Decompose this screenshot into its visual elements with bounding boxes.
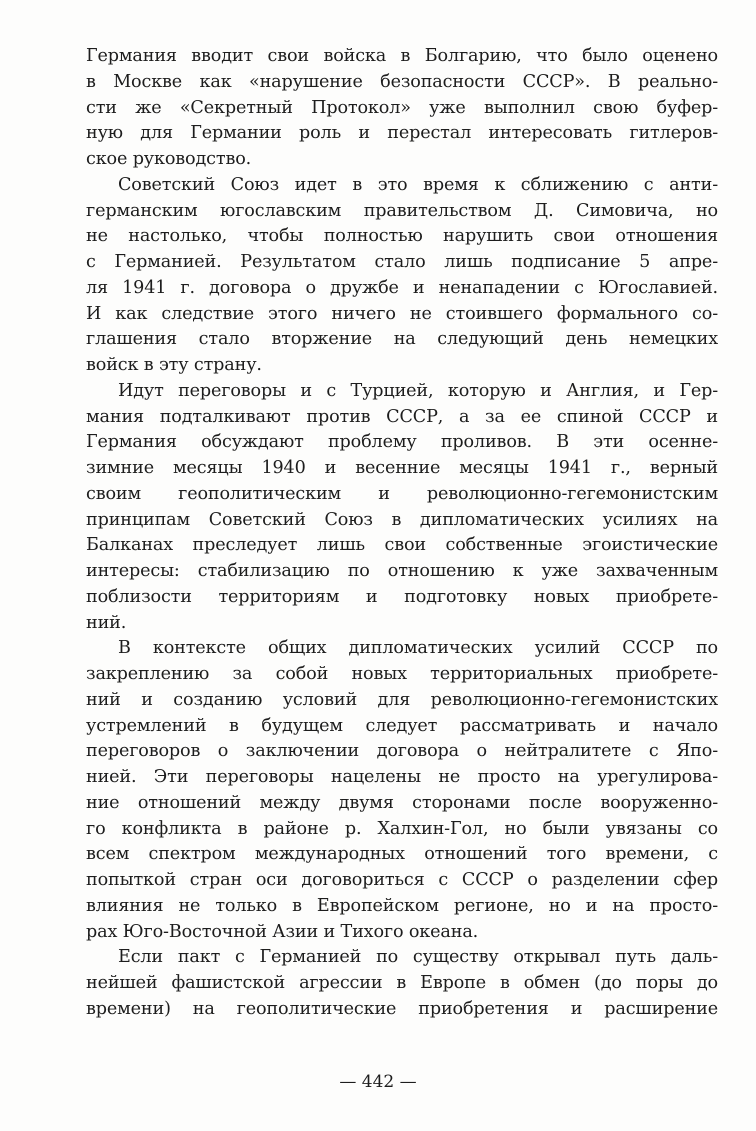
- text-line: сти же «Секретный Протокол» уже выполнил свою буфер-: [86, 97, 718, 118]
- text-line: ний.: [86, 612, 127, 633]
- text-line: своим геополитическим и революционно-гегемонистским: [86, 483, 718, 504]
- text-line: Германия вводит свои войска в Болгарию, что было оценено: [86, 46, 718, 66]
- body-text: [86, 44, 718, 1023]
- paragraph-3: [86, 379, 718, 637]
- text-line: Советский Союз идет в это время к сближению с анти-: [118, 174, 718, 195]
- text-line: не настолько, чтобы полностью нарушить свои отношения: [86, 226, 718, 247]
- text-line: интересы: стабилизацию по отношению к уже захваченным: [86, 561, 718, 581]
- text-line: устремлений в будущем следует рассматривать и начало: [86, 715, 718, 736]
- text-line: Балканах преследует лишь свои собственные эгоистические: [86, 535, 718, 556]
- text-line: принципам Советский Союз в дипломатических усилиях на: [86, 509, 718, 530]
- page-number: — 442 —: [339, 1072, 417, 1092]
- text-line: В контексте общих дипломатических усилий СССР по: [118, 638, 718, 659]
- text-line: войск в эту страну.: [86, 355, 262, 375]
- text-line: рах Юго-Восточной Азии и Тихого океана.: [86, 921, 479, 942]
- text-line: И как следствие этого ничего не стоившего формального со-: [86, 303, 718, 324]
- text-line: с Германией. Результатом стало лишь подписание 5 апре-: [86, 252, 718, 272]
- text-line: го конфликта в районе р. Халхин-Гол, но были увязаны со: [86, 818, 718, 839]
- paragraph-2: [86, 173, 718, 379]
- text-line: мания подталкивают против СССР, а за ее спиной СССР и: [86, 406, 718, 427]
- text-line: германским югославским правительством Д. Симовича, но: [86, 200, 718, 221]
- text-line: нейшей фашистской агрессии в Европе в обмен (до поры до: [86, 973, 718, 993]
- paragraph-4: [86, 636, 718, 945]
- text-line: ское руководство.: [86, 149, 252, 169]
- text-line: глашения стало вторжение на следующий день немецких: [86, 329, 718, 350]
- text-line: влияния не только в Европейском регионе, но и на простo-: [86, 895, 718, 916]
- text-line: времени) на геополитические приобретения и расширение: [86, 998, 718, 1019]
- text-line: ную для Германии роль и перестал интересовать гитлеров-: [86, 123, 718, 144]
- text-line: ний и созданию условий для революционно-гегемонистских: [86, 689, 718, 710]
- text-line: попыткой стран оси договориться с СССР о разделении сфер: [86, 870, 718, 890]
- text-line: всем спектром международных отношений того времени, с: [86, 844, 718, 865]
- paragraph-1: [86, 44, 718, 173]
- text-line: поблизости территориям и подготовку новых приобрете-: [86, 586, 718, 607]
- text-line: ние отношений между двумя сторонами после вооруженно-: [86, 792, 718, 813]
- text-line: нией. Эти переговоры нацелены не просто на урегулирова-: [86, 767, 718, 787]
- text-line: закреплению за собой новых территориальных приобрете-: [86, 664, 718, 684]
- text-line: Германия обсуждают проблему проливов. В эти осенне-: [86, 432, 718, 453]
- text-line: в Москве как «нарушение безопасности СССР». В реально-: [86, 71, 718, 92]
- text-line: зимние месяцы 1940 и весенние месяцы 1941 г., верный: [86, 458, 718, 478]
- paragraph-5: [86, 945, 718, 1022]
- text-line: переговоров о заключении договора о нейтралитете с Япо-: [86, 741, 718, 762]
- text-line: ля 1941 г. договора о дружбе и ненападении с Югославией.: [86, 277, 718, 298]
- text-line: Если пакт с Германией по существу открывал путь даль-: [118, 947, 718, 968]
- text-line: Идут переговоры и с Турцией, которую и Англия, и Гер-: [118, 380, 718, 401]
